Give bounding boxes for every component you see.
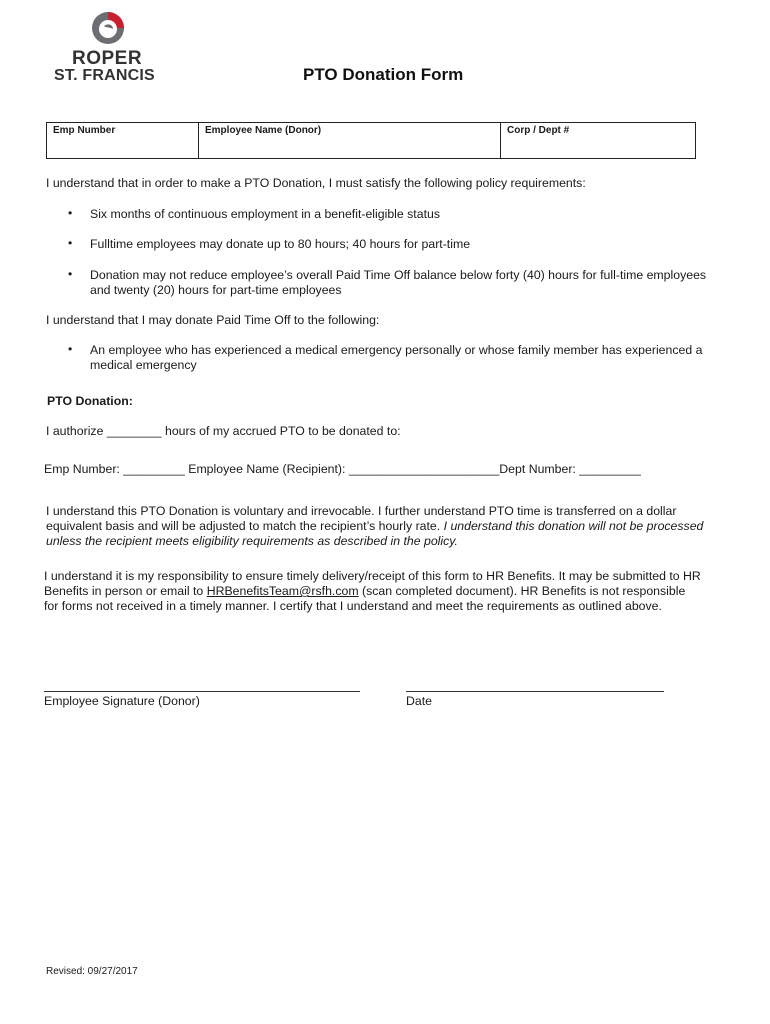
revised-date: Revised: 09/27/2017: [46, 966, 138, 977]
corp-dept-cell[interactable]: [501, 123, 695, 158]
bullet-icon: •: [68, 342, 73, 356]
corp-dept-label: Corp / Dept #: [507, 125, 570, 136]
responsibility-text-line1: I understand it is my responsibility to ensure timely delivery/receipt of this form to HR Benefits. It may be submitted to HR: [44, 569, 701, 583]
responsibility-text-line3: for forms not received in a timely manner. I certify that I understand and meet the requirements as outlined above.: [44, 599, 662, 613]
voluntary-text-line2: [46, 519, 703, 534]
date-line[interactable]: [406, 691, 664, 692]
requirement-item-continued: and twenty (20) hours for part-time employees: [90, 283, 342, 297]
bullet-icon: •: [68, 206, 73, 220]
donate-to-intro: I understand that I may donate Paid Time Off to the following:: [46, 313, 380, 327]
employee-name-label: Employee Name (Donor): [205, 125, 322, 136]
logo-text-roper: ROPER: [72, 48, 143, 69]
authorize-prefix: I authorize: [46, 424, 107, 438]
roper-logo-icon: [90, 10, 126, 46]
donor-info-table: [46, 122, 696, 159]
voluntary-text-plain: equivalent basis and will be adjusted to match the recipient’s hourly rate.: [46, 519, 444, 533]
date-label: Date: [406, 694, 432, 708]
hr-email-link[interactable]: HRBenefitsTeam@rsfh.com: [206, 584, 359, 598]
employee-name-cell[interactable]: [199, 123, 501, 158]
intro-text: I understand that in order to make a PTO Donation, I must satisfy the following policy requirements:: [46, 176, 586, 190]
donate-to-item-continued: medical emergency: [90, 358, 197, 372]
requirement-item: Fulltime employees may donate up to 80 hours; 40 hours for part-time: [90, 237, 471, 251]
requirement-item: Donation may not reduce employee’s overall Paid Time Off balance below forty (40) hours for full-time employees: [90, 268, 707, 282]
donor-signature-label: Employee Signature (Donor): [44, 694, 200, 708]
requirement-item: Six months of continuous employment in a benefit-eligible status: [90, 207, 440, 221]
hours-blank-field[interactable]: ________: [106, 424, 162, 438]
authorize-line: [46, 424, 401, 439]
donate-to-item: An employee who has experienced a medical emergency personally or whose family member has experienced a: [90, 343, 703, 357]
recipient-line[interactable]: Emp Number: _________ Employee Name (Recipient): ______________________Dept Number: _________: [44, 462, 641, 476]
authorize-suffix: hours of my accrued PTO to be donated to:: [161, 424, 401, 438]
voluntary-text-line1: I understand this PTO Donation is voluntary and irrevocable. I further understand PTO time is transferred on a dollar: [46, 504, 677, 518]
voluntary-text-italic: I understand this donation will not be processed: [443, 519, 704, 533]
logo-text-st-francis: ST. FRANCIS: [54, 67, 155, 84]
company-logo: [52, 10, 164, 86]
voluntary-text-line3: unless the recipient meets eligibility requirements as described in the policy.: [46, 534, 458, 548]
pto-donation-heading: PTO Donation:: [47, 394, 133, 408]
responsibility-suffix: (scan completed document). HR Benefits is not responsible: [358, 584, 686, 598]
responsibility-prefix: Benefits in person or email to: [44, 584, 207, 598]
emp-number-cell[interactable]: [47, 123, 199, 158]
responsibility-text-line2: [44, 584, 685, 599]
bullet-icon: •: [68, 267, 73, 281]
donor-signature-line[interactable]: [44, 691, 360, 692]
emp-number-label: Emp Number: [53, 125, 116, 136]
bullet-icon: •: [68, 236, 73, 250]
page-title: PTO Donation Form: [303, 65, 464, 84]
